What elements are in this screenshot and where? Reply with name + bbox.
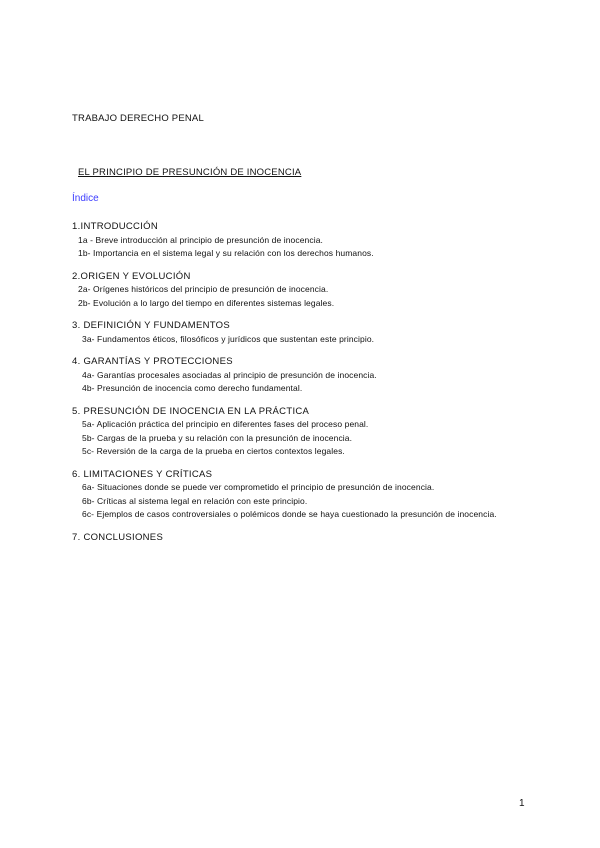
section-title: 7. CONCLUSIONES: [72, 531, 164, 543]
section-title: 5. PRESUNCIÓN DE INOCENCIA EN LA PRÁCTICA: [72, 405, 310, 417]
index-label: Índice: [72, 193, 99, 204]
toc-item: 1a - Breve introducción al principio de presunción de inocencia.: [78, 234, 324, 245]
section-title: 2.ORIGEN Y EVOLUCIÓN: [72, 270, 191, 282]
toc-section-2: [72, 270, 528, 311]
section-title: 4. GARANTÍAS Y PROTECCIONES: [72, 356, 233, 367]
toc-item: 3a- Fundamentos éticos, filosóficos y jurídicos que sustentan este principio.: [82, 333, 375, 344]
toc-item: 5c- Reversión de la carga de la prueba en ciertos contextos legales.: [82, 446, 345, 456]
toc-section-3: [72, 319, 528, 346]
page-number: 1: [519, 798, 525, 809]
toc-item: 2a- Orígenes históricos del principio de presunción de inocencia.: [78, 284, 329, 294]
toc-item: 4a- Garantías procesales asociadas al principio de presunción de inocencia.: [82, 369, 377, 380]
toc-section-4: [72, 355, 528, 396]
section-title: 6. LIMITACIONES Y CRÍTICAS: [72, 468, 213, 480]
section-title: 1.INTRODUCCIÓN: [72, 221, 159, 232]
section-title: 3. DEFINICIÓN Y FUNDAMENTOS: [72, 320, 231, 331]
toc-section-5: [72, 405, 528, 459]
toc-item: 5a- Aplicación práctica del principio en diferentes fases del proceso penal.: [82, 419, 369, 429]
table-of-contents: [72, 220, 528, 553]
toc-item: 2b- Evolución a lo largo del tiempo en diferentes sistemas legales.: [78, 297, 335, 308]
toc-section-1: [72, 220, 528, 261]
toc-section-6: [72, 468, 528, 522]
toc-section-7: [72, 531, 528, 545]
toc-item: 6b- Críticas al sistema legal en relación con este principio.: [82, 495, 308, 506]
toc-item: 6a- Situaciones donde se puede ver comprometido el principio de presunción de inocencia.: [82, 482, 435, 492]
document-title: EL PRINCIPIO DE PRESUNCIÓN DE INOCENCIA: [78, 167, 302, 178]
toc-item: 5b- Cargas de la prueba y su relación con la presunción de inocencia.: [82, 432, 353, 443]
toc-item: 6c- Ejemplos de casos controversiales o polémicos donde se haya cuestionado la presunción de inocencia.: [82, 509, 497, 519]
toc-item: 1b- Importancia en el sistema legal y su relación con los derechos humanos.: [78, 248, 374, 258]
toc-item: 4b- Presunción de inocencia como derecho fundamental.: [82, 383, 303, 393]
document-header-title: TRABAJO DERECHO PENAL: [72, 113, 204, 124]
